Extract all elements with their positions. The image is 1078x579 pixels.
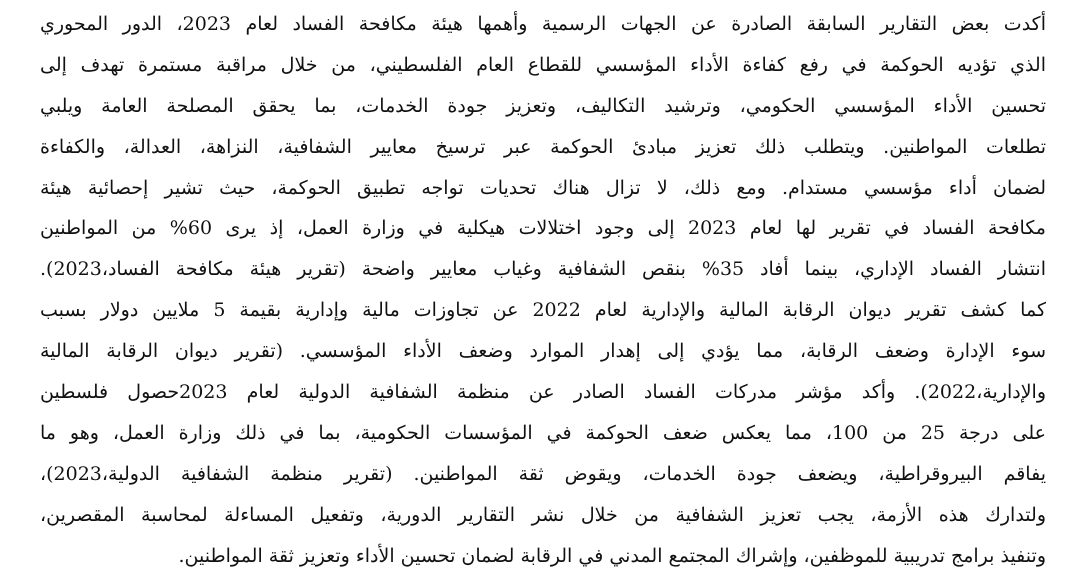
text-line-6: مكافحة الفساد في تقرير لها لعام 2023 إلى وجود اختلالات هيكلية في وزارة العمل، إذ يرى 60% من المواطنين: [40, 217, 1046, 240]
text-line-1: أكدت بعض التقارير السابقة الصادرة عن الجهات الرسمية وأهمها هيئة مكافحة الفساد لعام 2023، الدور المحوري: [40, 13, 1046, 35]
text-line-5: لضمان أداء مؤسسي مستدام. ومع ذلك، لا تزال هناك تحديات تواجه تطبيق الحوكمة، حيث تشير إحصائية هيئة: [40, 176, 1046, 199]
text-line-14: وتنفيذ برامج تدريبية للموظفين، وإشراك المجتمع المدني في الرقابة لضمان تحسين الأداء وتعزيز ثقة المواطنين.: [178, 544, 1046, 567]
text-line-4: تطلعات المواطنين. ويتطلب ذلك تعزيز مبادئ الحوكمة عبر ترسيخ معايير الشفافية، النزاهة، العدالة، والكفاءة: [40, 135, 1046, 158]
text-line-3: تحسين الأداء المؤسسي الحكومي، وترشيد التكاليف، وتعزيز جودة الخدمات، بما يحقق المصلحة العامة ويلبي: [40, 94, 1046, 117]
text-line-8: كما كشف تقرير ديوان الرقابة المالية والإدارية لعام 2022 عن تجاوزات مالية وإدارية بقيمة 5 ملايين دولار بسبب: [40, 299, 1046, 322]
text-line-10: والإدارية،2022). وأكد مؤشر مدركات الفساد الصادر عن منظمة الشفافية الدولية لعام 2023حصول فلسطين: [40, 381, 1046, 404]
text-line-12: يفاقم البيروقراطية، ويضعف جودة الخدمات، ويقوض ثقة المواطنين. (تقرير منظمة الشفافية الدولية،2023)،: [40, 462, 1046, 485]
text-line-11: على درجة 25 من 100، مما يعكس ضعف الحوكمة في المؤسسات الحكومية، بما في ذلك وزارة العمل، وهو ما: [40, 421, 1046, 444]
text-line-9: سوء الإدارة وضعف الرقابة، مما يؤدي إلى إهدار الموارد وضعف الأداء المؤسسي. (تقرير ديوان الرقابة المالية: [40, 340, 1046, 363]
body-paragraph: [40, 4, 1046, 576]
text-line-13: ولتدارك هذه الأزمة، يجب تعزيز الشفافية من خلال نشر التقارير الدورية، وتفعيل المساءلة لمحاسبة المقصرين،: [40, 503, 1046, 526]
text-line-7: انتشار الفساد الإداري، بينما أفاد 35% بنقص الشفافية وغياب معايير واضحة (تقرير هيئة مكافحة الفساد،2023).: [40, 258, 1046, 281]
text-line-2: الذي تؤديه الحوكمة في رفع كفاءة الأداء المؤسسي للقطاع العام الفلسطيني، من خلال مراقبة مستمرة تهدف إلى: [40, 53, 1046, 76]
